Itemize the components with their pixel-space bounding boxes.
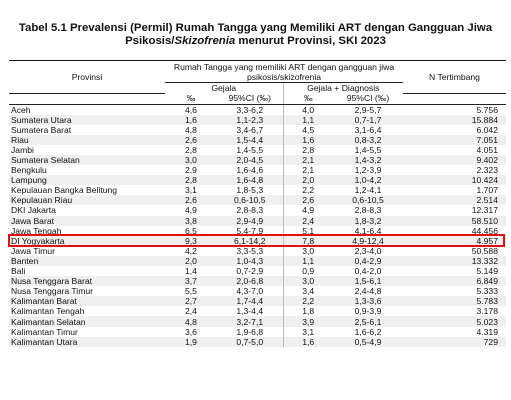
cell-provinsi: Nusa Tenggara Timur: [11, 286, 94, 297]
table-row: [9, 226, 506, 236]
table-row: [9, 256, 506, 266]
cell-d-p: 0,9: [283, 266, 333, 276]
cell-d-p: 2,0: [283, 175, 333, 185]
table-row: [9, 266, 506, 276]
cell-d-ci: 0,4-2,0: [354, 266, 382, 277]
cell-d-ci: 1,6-6,2: [354, 326, 382, 337]
cell-d-ci: 2,5-6,1: [333, 316, 403, 326]
header-diagnosis-permil: ‰: [283, 93, 333, 104]
cell-n: 5.783: [403, 296, 506, 306]
cell-g-ci: 4,3-7,0: [236, 286, 264, 297]
table-title: [0, 22, 511, 48]
table-row: [9, 306, 506, 316]
cell-provinsi: Nusa Tenggara Barat: [9, 276, 165, 286]
cell-d-ci: 0,7-1,7: [333, 115, 403, 125]
cell-provinsi: Jambi: [11, 144, 34, 155]
cell-d-p: 5,1: [283, 226, 333, 236]
cell-d-p: 4,9: [283, 205, 333, 215]
cell-g-p: 6,5: [185, 225, 197, 236]
cell-d-p: 3,9: [283, 316, 333, 326]
cell-d-p: 2,4: [283, 216, 333, 226]
table-row: [9, 115, 506, 125]
cell-n: 729: [403, 337, 506, 347]
cell-d-ci: 2,3-4,0: [354, 245, 382, 256]
cell-n: 2.514: [403, 195, 506, 205]
cell-d-p: 3,1: [283, 327, 333, 337]
header-group-line2-text: psikosis/skizofrenia: [246, 72, 322, 82]
table-row: [9, 337, 506, 347]
cell-provinsi: Jawa Tengah: [11, 225, 62, 236]
cell-g-ci: 5,4-7,9: [236, 225, 264, 236]
cell-g-p: 2,9: [185, 165, 197, 176]
cell-n: 2.323: [476, 165, 498, 176]
table-row: [9, 125, 506, 135]
cell-g-p: 5,5: [185, 286, 197, 297]
header-diagnosis-ci: 95%CI (‰): [333, 93, 403, 104]
cell-n: 9.402: [403, 155, 506, 165]
cell-d-ci: 2,4-4,8: [354, 286, 382, 297]
cell-n: 5.023: [403, 316, 506, 326]
cell-g-ci: 1,3-4,4: [236, 306, 264, 317]
cell-g-p: 2,4: [185, 306, 197, 317]
cell-g-ci: 1,6-4,6: [236, 165, 264, 176]
cell-n: 12.317: [471, 205, 498, 216]
prevalence-table: [9, 60, 506, 347]
table-row: [9, 135, 506, 145]
cell-n: 50.588: [471, 245, 498, 256]
header-gejala-permil: ‰: [165, 93, 217, 104]
cell-g-p: 3,0: [165, 155, 217, 165]
cell-g-ci: 2,8-8,3: [236, 205, 264, 216]
cell-d-ci: 1,3-3,6: [333, 296, 403, 306]
cell-g-p: 4,6: [185, 104, 197, 115]
cell-g-ci: 1,4-5,5: [236, 144, 264, 155]
cell-provinsi: Kepulauan Bangka Belitung: [11, 185, 118, 196]
cell-d-p: 2,2: [283, 185, 333, 195]
header-gejala-diagnosis: Gejala + Diagnosis: [283, 83, 403, 94]
cell-d-p: 2,2: [283, 296, 333, 306]
cell-d-p: 4,0: [283, 104, 333, 115]
cell-d-ci: 4,1-6,4: [354, 225, 382, 236]
cell-n: 1.707: [476, 185, 498, 196]
cell-d-p: 1,8: [283, 306, 333, 316]
cell-g-ci: 0,7-5,0: [217, 337, 283, 347]
cell-provinsi: Kepulauan Riau: [9, 195, 165, 205]
cell-g-ci: 1,1-2,3: [217, 115, 283, 125]
cell-g-p: 3,1: [185, 185, 197, 196]
table-row: [9, 246, 506, 256]
cell-g-ci: 1,8-5,3: [236, 185, 264, 196]
cell-d-ci: 2,8-8,3: [354, 205, 382, 216]
cell-g-ci: 1,7-4,4: [217, 296, 283, 306]
table-row: [9, 205, 506, 215]
header-blank-n: [403, 93, 506, 104]
table-row: [9, 195, 506, 205]
cell-provinsi: Riau: [9, 135, 165, 145]
cell-d-ci: 0,4-2,9: [333, 256, 403, 266]
cell-n: 5.756: [476, 104, 498, 115]
cell-provinsi: Lampung: [9, 175, 165, 185]
cell-d-ci: 1,5-6,1: [333, 276, 403, 286]
table-row: [9, 286, 506, 296]
cell-n: 4.957: [403, 236, 506, 246]
table-row: [9, 216, 506, 226]
header-blank: [9, 93, 165, 104]
table-row: [9, 165, 506, 175]
cell-n: 58.510: [403, 216, 506, 226]
cell-g-p: 2,6: [165, 135, 217, 145]
cell-provinsi: Bengkulu: [11, 165, 47, 176]
cell-n: 4.319: [476, 326, 498, 337]
table-row: [9, 155, 506, 165]
cell-n: 15.884: [403, 115, 506, 125]
cell-provinsi: Kalimantan Barat: [9, 296, 165, 306]
cell-g-p: 4,8: [165, 316, 217, 326]
cell-g-p: 2,6: [165, 195, 217, 205]
cell-d-p: 1,1: [283, 256, 333, 266]
cell-g-ci: 1,0-4,3: [217, 256, 283, 266]
cell-g-p: 3,8: [165, 216, 217, 226]
cell-d-p: 2,1: [283, 155, 333, 165]
cell-g-p: 2,7: [165, 296, 217, 306]
cell-g-p: 4,8: [185, 124, 197, 135]
cell-g-p: 1,9: [165, 337, 217, 347]
cell-provinsi: DKI Jakarta: [11, 205, 56, 216]
table-body: [9, 104, 506, 347]
cell-d-p: 4,5: [283, 125, 333, 135]
cell-provinsi: DI Yogyakarta: [9, 236, 165, 246]
cell-d-p: 2,8: [283, 145, 333, 155]
cell-d-ci: 3,1-6,4: [354, 124, 382, 135]
cell-d-p: 1,6: [283, 135, 333, 145]
cell-provinsi: Banten: [9, 256, 165, 266]
cell-d-p: 1,6: [283, 337, 333, 347]
cell-n: 4.051: [476, 144, 498, 155]
cell-g-ci: 3,4-6,7: [236, 124, 264, 135]
cell-provinsi: Sumatera Barat: [11, 124, 72, 135]
cell-d-ci: 0,5-4,9: [333, 337, 403, 347]
cell-g-ci: 2,0-6,8: [217, 276, 283, 286]
cell-g-ci: 2,0-4,5: [217, 155, 283, 165]
cell-d-ci: 2,9-5,7: [354, 104, 382, 115]
cell-provinsi: Bali: [11, 266, 26, 277]
cell-g-p: 4,2: [185, 245, 197, 256]
header-group-line1: Rumah Tangga yang memiliki ART dengan gangguan jiwa: [165, 61, 403, 73]
cell-d-p: 3,0: [283, 246, 333, 256]
cell-provinsi: Kalimantan Selatan: [9, 316, 165, 326]
cell-n: 10.424: [403, 175, 506, 185]
cell-d-p: 2,1: [283, 165, 333, 175]
cell-n: 5.333: [476, 286, 498, 297]
title-skizofrenia: Skizofrenia: [174, 35, 236, 47]
cell-d-p: 1,1: [283, 115, 333, 125]
cell-n: 5.149: [476, 266, 498, 277]
cell-g-p: 1,4: [185, 266, 197, 277]
cell-g-ci: 2,9-4,9: [217, 216, 283, 226]
cell-d-ci: 0,6-10,5: [333, 195, 403, 205]
cell-provinsi: Kalimantan Utara: [9, 337, 165, 347]
cell-d-p: 3,0: [283, 276, 333, 286]
cell-g-ci: 3,3-6,2: [236, 104, 264, 115]
table-row: [9, 185, 506, 195]
cell-g-ci: 3,2-7,1: [217, 316, 283, 326]
table-row: [9, 104, 506, 115]
header-provinsi: Provinsi: [9, 61, 165, 94]
cell-n: 44.456: [471, 225, 498, 236]
cell-g-p: 9,3: [165, 236, 217, 246]
cell-n: 13.332: [403, 256, 506, 266]
header-gejala: Gejala: [211, 83, 237, 93]
cell-g-p: 2,0: [165, 256, 217, 266]
cell-g-p: 3,6: [185, 326, 197, 337]
cell-n: 3.178: [476, 306, 498, 317]
cell-g-p: 2,8: [185, 144, 197, 155]
cell-d-p: 2,6: [283, 195, 333, 205]
cell-d-p: 7,8: [283, 236, 333, 246]
table-row: [9, 236, 506, 246]
cell-g-p: 3,7: [165, 276, 217, 286]
cell-provinsi: Sumatera Utara: [9, 115, 165, 125]
cell-d-ci: 0,8-3,2: [333, 135, 403, 145]
cell-g-ci: 0,6-10,5: [217, 195, 283, 205]
cell-d-ci: 4,9-12,4: [333, 236, 403, 246]
cell-d-ci: 1,2-4,1: [354, 185, 382, 196]
cell-d-ci: 1,8-3,2: [333, 216, 403, 226]
table-row: [9, 296, 506, 306]
cell-provinsi: Jawa Barat: [9, 216, 165, 226]
cell-g-ci: 3,3-5,3: [236, 245, 264, 256]
cell-provinsi: Aceh: [11, 104, 31, 115]
cell-d-ci: 0,9-3,9: [354, 306, 382, 317]
cell-g-ci: 0,7-2,9: [236, 266, 264, 277]
table-row: [9, 276, 506, 286]
cell-provinsi: Sumatera Selatan: [9, 155, 165, 165]
cell-provinsi: Kalimantan Tengah: [11, 306, 85, 317]
cell-g-ci: 1,5-4,4: [217, 135, 283, 145]
cell-n: 7.051: [403, 135, 506, 145]
header-gejala-ci: 95%CI (‰): [217, 93, 283, 104]
cell-provinsi: Kalimantan Timur: [11, 326, 78, 337]
cell-d-p: 3,4: [283, 286, 333, 296]
cell-g-p: 4,9: [185, 205, 197, 216]
cell-n: 6.849: [403, 276, 506, 286]
cell-g-p: 2,8: [165, 175, 217, 185]
cell-provinsi: Jawa Timur: [11, 245, 55, 256]
cell-d-ci: 1,4-3,2: [333, 155, 403, 165]
cell-n: 6.042: [476, 124, 498, 135]
cell-g-ci: 1,6-4,8: [217, 175, 283, 185]
cell-g-ci: 1,9-6,8: [236, 326, 264, 337]
cell-g-ci: 6,1-14,2: [217, 236, 283, 246]
cell-d-ci: 1,2-3,9: [354, 165, 382, 176]
table-title-line1: Tabel 5.1 Prevalensi (Permil) Rumah Tangga yang Memiliki ART dengan Gangguan Jiwa: [18, 22, 493, 34]
header-group-line2: [165, 72, 403, 83]
table-row: [9, 327, 506, 337]
table-title-line2: [0, 35, 511, 48]
cell-d-ci: 1,4-5,5: [354, 144, 382, 155]
table-row: [9, 316, 506, 326]
title-psikosis: Psikosis/: [125, 35, 175, 47]
table-row: [9, 175, 506, 185]
title-suffix: menurut Provinsi, SKI 2023: [235, 35, 386, 47]
cell-d-ci: 1,0-4,2: [333, 175, 403, 185]
cell-g-p: 1,6: [165, 115, 217, 125]
header-n-tertimbang: N Tertimbang: [403, 61, 506, 94]
table-row: [9, 145, 506, 155]
